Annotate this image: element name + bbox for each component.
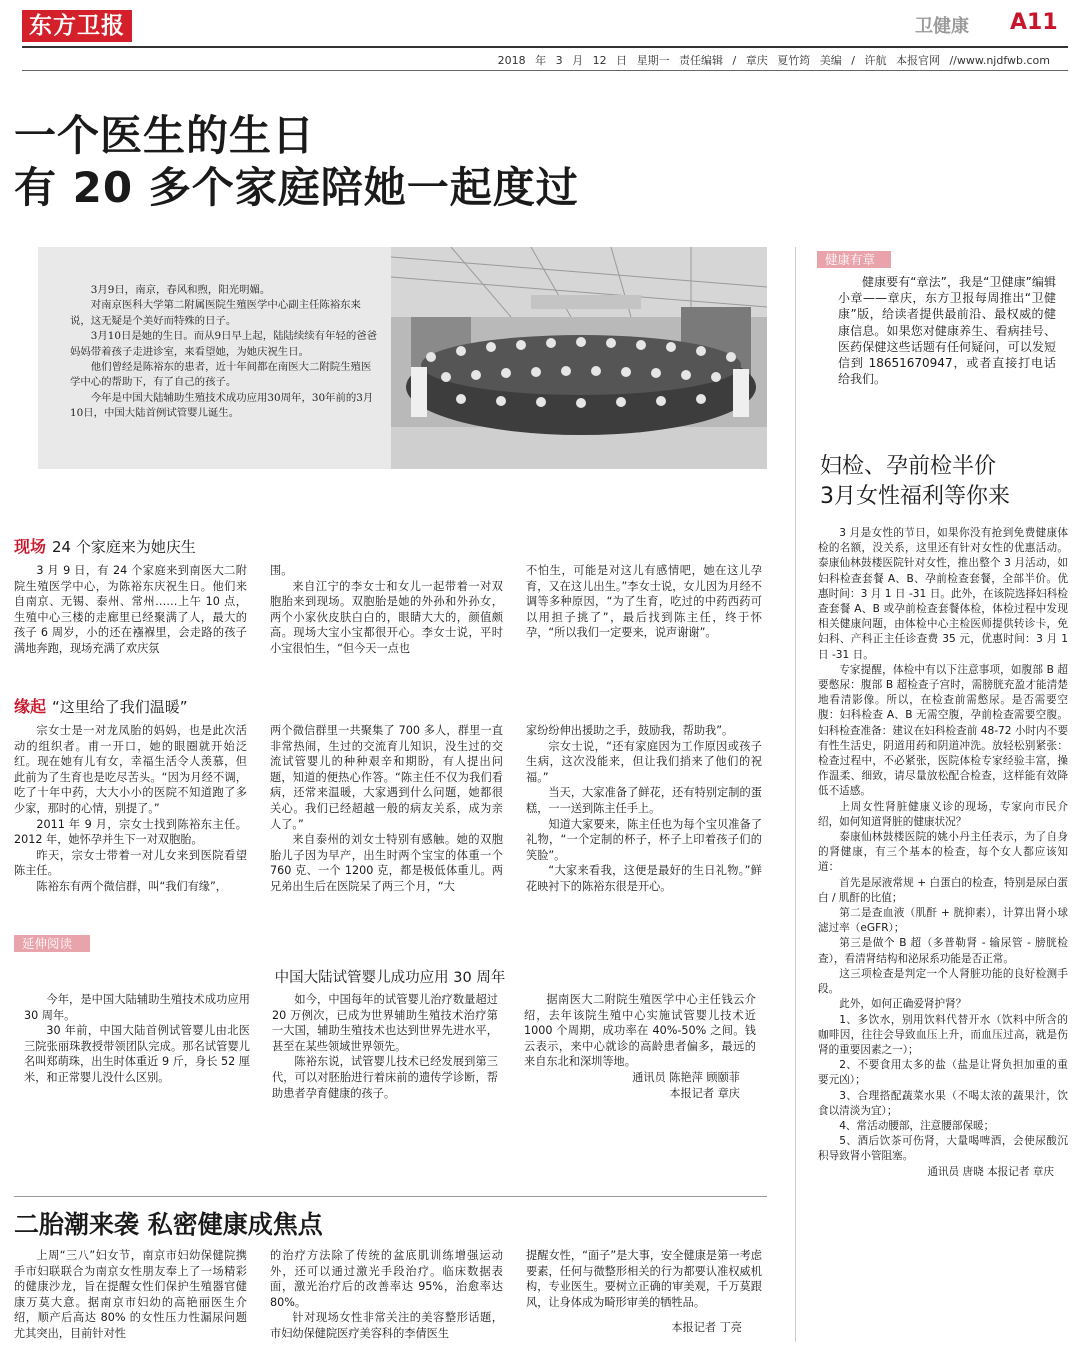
extended-col2 [272,992,498,1101]
article-para: 两个微信群里一共聚集了 700 多人，群里一直非常热闹，生过的交流育儿知识，没生过的交流试管婴儿的种种艰辛和期盼，有人提出问题，知道的便热心作答。“陈主任不仅为我们看病，还常来温暖，大家遇到什么问题，她都很关心。我们已经超越一般的病友关系，成为亲人了。” [270,724,503,831]
extended-title: 中国大陆试管婴儿成功应用 30 周年 [274,970,506,986]
caption-para: 3月10日是她的生日。而从9日早上起，陆陆续续有年轻的爸爸妈妈带着孩子走进诊室，来看望她，为她庆祝生日。 [70,330,378,358]
caption-para: 他们曾经是陈裕东的患者，近十年间都在南医大二附院生殖医学中心的帮助下，有了自己的孩子。 [70,361,372,389]
header-rule [22,46,1068,48]
extended-col1 [24,992,250,1086]
article-para: 2、不要食用太多的盐（盐是让肾负担加重的重要元凶）； [818,1059,1068,1087]
section2-subhead [14,694,188,717]
headline-line2: 有 20 多个家庭陪她一起度过 [14,163,579,212]
section1-tag: 现场 [14,537,47,556]
section2-tag: 缘起 [14,697,47,716]
section2-title: “这里给了我们温暖” [52,698,188,716]
article-para: 3、合理搭配蔬菜水果（不喝太浓的蔬果汁，饮食以清淡为宜）； [818,1089,1068,1117]
sidebar-notice [838,274,1056,387]
article-para: 第二是查血液（肌酐 + 胱抑素），计算出肾小球滤过率（eGFR）； [818,907,1068,935]
article-para: 3 月 9 日，有 24 个家庭来到南医大二附院生殖医学中心，为陈裕东庆祝生日。他们来自南京、无锡、泰州、常州……上午 10 点，生殖中心三楼的走廊里已经聚满了人，最大的孩子 6 周岁，小的还在襁褓里，会走路的孩子满地奔跑，现场充满了欢庆氛 [14,564,247,655]
article-para: 针对现场女性非常关注的美容整形话题，市妇幼保健院医疗美容科的李倩医生 [270,1311,503,1340]
section2-col1 [14,723,247,895]
article-para: 如今，中国每年的试管婴儿治疗数量超过 20 万例次，已成为世界辅助生殖技术治疗第一大国，辅助生殖技术也达到世界先进水平，甚至在某些领域世界领先。 [272,993,498,1053]
article-para: 4、常活动腰部，注意腰部保暖； [839,1119,995,1132]
extended-credit1: 通讯员 陈艳萍 顾颐菲 [632,1070,740,1084]
section1-subhead [14,534,196,557]
newspaper-logo: 东方卫报 [22,10,132,42]
sidebar-credit: 通讯员 唐晓 本报记者 章庆 [927,1165,1054,1178]
section3-credit: 本报记者 丁亮 [671,1321,742,1335]
article-para: 的治疗方法除了传统的盆底肌训练增强运动外，还可以通过激光手段治疗。临床数据表面，激光治疗后的改善率达 95%，治愈率达 80%。 [270,1249,503,1309]
article-para: 5、酒后饮茶可伤肾，大量喝啤酒，会使尿酸沉积导致肾小管阻塞。 [818,1135,1068,1163]
caption-para: 今年是中国大陆辅助生殖技术成功应用30周年，30年前的3月10日，中国大陆首例试管婴儿诞生。 [70,391,374,420]
info-rule [22,70,1068,71]
section3-col1 [14,1248,247,1342]
article-para: 知道大家要来，陈主任也为每个宝贝准备了礼物，“一个定制的杯子，杯子上印着孩子们的笑脸”。 [526,817,762,862]
article-para: 宗女士是一对龙凤胎的妈妈，也是此次活动的组织者。甫一开口，她的眼圈就开始泛红。现在她有儿有女，幸福生活令人羡慕，但此前为了生育也是吃尽苦头。“因为月经不调，吃了十年中药，大大小小的医院不知道跑了多少家，那时的心情，别提了。” [14,724,247,815]
section3-col2 [270,1248,503,1342]
article-para: 来自泰州的刘女士特别有感触。她的双胞胎儿子因为早产，出生时两个宝宝的体重一个 760 克、一个 1200 克，都是极低体重儿。两兄弟出生后在医院呆了两三个月，“大 [270,833,503,893]
article-para: 家纷纷伸出援助之手，鼓励我，帮助我”。 [526,724,734,737]
section1-col1 [14,563,247,657]
article-para: 当天，大家准备了鲜花，还有特别定制的蛋糕，一一送到陈主任手上。 [526,786,762,815]
extended-col3 [524,992,756,1101]
article-para: 3 月是女性的节日，如果你没有抢到免费健康体检的名额，没关系，这里还有针对女性的优惠活动。泰康仙林鼓楼医院针对女性，推出整个 3 月活动，如妇科检查套餐 A、B、孕前检查套餐，全部半价。优惠时间：3 月 1 日 -31 日。此外，在该院选择妇科检查套餐 A、B 或孕前检查套餐体检，体检过程中发现相关健康问题，由体检中心主检医师提供转诊卡，免妇科、产科正主任诊查费 35 元，优惠时间：3 月 1 日 -31 日。 [818,527,1068,661]
section1-col2 [270,563,503,657]
sidebar-headline2: 3月女性福利等你来 [820,484,1010,509]
caption-para: 对南京医科大学第二附属医院生殖医学中心副主任陈裕东来说，这无疑是个美好而特殊的日子。 [70,299,361,327]
article-para: 第三是做个 B 超（多普勒肾 - 输尿管 - 膀胱检查），看清肾结构和泌尿系功能是否正常。 [818,937,1068,965]
sidebar-headline1: 妇检、孕前检半价 [820,454,997,479]
sidebar-article [818,526,1068,1180]
extended-credit2: 本报记者 章庆 [669,1086,740,1100]
article-para: 陈裕东说，试管婴儿技术已经发展到第三代，可以对胚胎进行着床前的遗传学诊断，帮助患者孕育健康的孩子。 [272,1055,498,1100]
group-photo-image [391,247,767,469]
section3-rule [14,1196,767,1197]
article-para: 昨天，宗女士带着一对儿女来到医院看望陈主任。 [14,848,247,878]
article-para: 来自江宁的李女士和女儿一起带着一对双胞胎来到现场。双胞胎是她的外孙和外孙女，两个小家伙皮肤白白的，眼睛大大的，颜值颇高。现场大宝小宝都很开心。李女士说，平时小宝很怕生，“但今天一点也 [270,579,503,655]
section1-col3 [526,563,762,641]
article-para: 首先是尿液常规 + 白蛋白的检查，特别是尿白蛋白 / 肌酐的比值； [818,876,1068,904]
page-number: A11 [1010,10,1058,35]
article-para: 宗女士说，“还有家庭因为工作原因或孩子生病，这次没能来，但让我们捎来了他们的祝福。” [526,739,762,784]
group-photo [391,247,767,469]
article-para: “大家来看我，这便是最好的生日礼物。”鲜花映衬下的陈裕东很是开心。 [526,864,762,893]
section2-col2 [270,723,503,895]
photo-caption [70,283,380,422]
section-name: 卫健康 [915,16,969,37]
column-divider [795,247,796,1342]
article-para: 专家提醒，体检中有以下注意事项，如腹部 B 超要憋尿：腹部 B 超检查子宫时，需膀胱充盈才能清楚地看清影像。所以，在检查前需憋尿。是否需要空腹：妇科检查 A、B 无需空腹，孕前检查需要空腹。妇科检查准备：建议在妇科检查前 48-72 小时内不要有性生活史，阴道用药和阴道冲洗。放轻松别紧张：检查过程中，不必紧张，医院体检专家经验丰富，操作温柔、细致，请尽量放松配合检查，这样能有效降低不适感。 [818,663,1068,798]
article-para: 此外，如何正确爱肾护肾？ [839,998,967,1011]
issue-info: 2018 年 3 月 12 日 星期一 责任编辑 / 章庆 夏竹筠 美编 / 许航 本报官网 //www.njdfwb.com [497,54,1050,67]
section3-col3 [526,1248,762,1336]
section1-title: 24 个家庭来为她庆生 [52,538,196,556]
extended-tag: 延伸阅读 [14,935,90,952]
article-para: 泰康仙林鼓楼医院的姚小丹主任表示，为了自身的肾健康，有三个基本的检查，每个女人都应该知道： [818,831,1068,874]
headline-line1: 一个医生的生日 [14,111,316,160]
section2-col3 [526,723,762,895]
notice-text: 健康要有“章法”，我是“卫健康”编辑小章——章庆，东方卫报每周推出“卫健康”版，给读者提供最前沿、最权威的健康信息。如果您对健康养生、看病挂号、医药保健这些话题有任何疑问，可以发短信到 18651670947，或者直接打电话给我们。 [838,275,1056,387]
article-para: 上周“三八”妇女节，南京市妇幼保健院携手市妇联联合为南京女性朋友奉上了一场精彩的健康沙龙，旨在提醒女性们保护生殖器官健康万莫大意。据南京市妇幼的高艳丽医生介绍，顺产后高达 80% 的女性压力性漏尿问题尤其突出，目前针对性 [14,1249,247,1340]
caption-para: 3月9日，南京，春风和煦，阳光明媚。 [90,284,271,296]
article-para: 上周女性肾脏健康义诊的现场，专家向市民介绍，如何知道肾脏的健康状况？ [818,800,1068,828]
article-para: 陈裕东有两个微信群，叫“我们有缘”， [36,879,227,893]
article-para: 30 年前，中国大陆首例试管婴儿由北医三院张丽珠教授带领团队完成。那名试管婴儿名叫郑萌珠，出生时体重近 9 斤，身长 52 厘米，和正常婴儿没什么区别。 [24,1024,250,1084]
article-para: 今年，是中国大陆辅助生殖技术成功应用 30 周年。 [24,993,250,1022]
article-para: 这三项检查是判定一个人肾脏功能的良好检测手段。 [818,967,1068,996]
article-para: 1、多饮水，别用饮料代替开水（饮料中所含的咖啡因，往往会导致血压上升，而血压过高，就是伤肾的重要因素之一）； [818,1013,1068,1056]
article-para: 提醒女性，“面子”是大事，安全健康是第一考虑要素，任何与微整形相关的行为都要认准权威机构，专业医生。要树立正确的审美观，千万莫跟风，让身体成为畸形审美的牺牲品。 [526,1249,762,1309]
article-para: 围。 [270,564,293,577]
article-para: 2011 年 9 月，宗女士找到陈裕东主任。2012 年，她怀孕并生下一对双胞胎。 [14,817,247,847]
section3-headline: 二胎潮来袭 私密健康成焦点 [14,1210,323,1239]
sidebar-tag: 健康有章 [817,251,891,268]
article-para: 不怕生，可能是对这儿有感情吧，她在这儿孕育，又在这儿出生。”李女士说，女儿因为月经不调等多种原因，“为了生育，吃过的中药西药可以用担子挑了”，最后找到陈主任，终于怀孕，“所以我们一定要来，说声谢谢”。 [526,564,762,640]
article-para: 据南医大二附院生殖医学中心主任钱云介绍，去年该院生殖中心实施试管婴儿技术近 1000 个周期，成功率在 40%-50% 之间。钱云表示，来中心就诊的高龄患者偏多，最远的来自东北和深圳等地。 [524,993,756,1069]
